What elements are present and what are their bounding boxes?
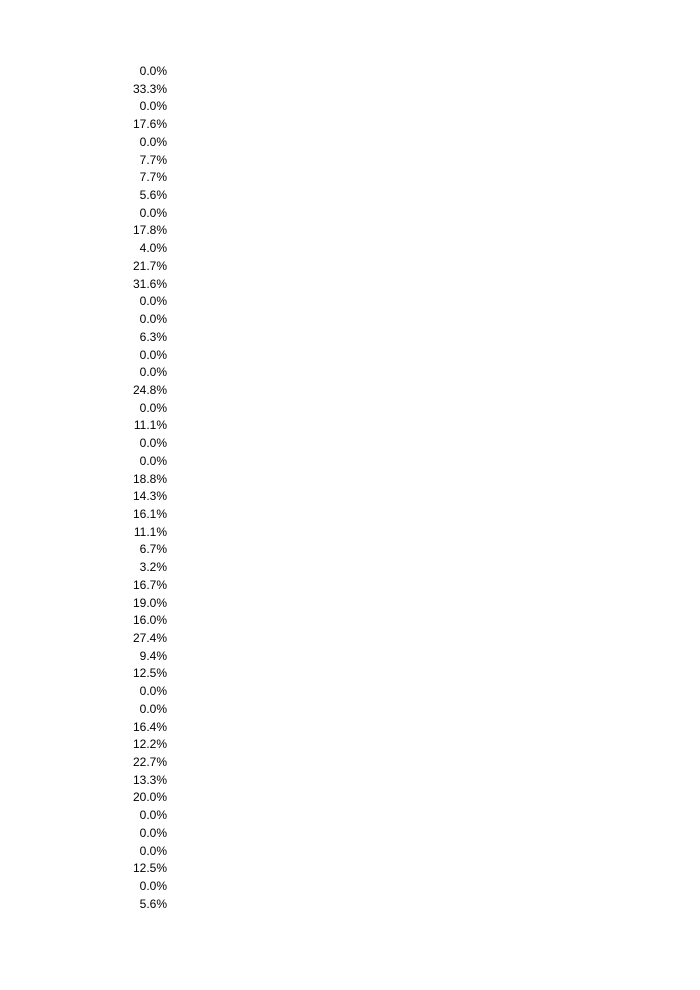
percentage-cell: 0.0% — [139, 99, 167, 114]
percentage-cell: 3.2% — [139, 560, 167, 575]
percentage-cell: 14.3% — [132, 489, 167, 504]
percentage-cell: 13.3% — [132, 772, 167, 787]
percentage-cell: 12.5% — [132, 861, 167, 876]
percentage-cell: 0.0% — [139, 843, 167, 858]
percentage-cell: 7.7% — [139, 152, 167, 167]
percentage-cell: 16.0% — [132, 613, 167, 628]
percentage-column — [100, 63, 167, 914]
percentage-cell: 16.7% — [132, 577, 167, 592]
percentage-cell: 31.6% — [132, 276, 167, 291]
percentage-cell: 21.7% — [132, 258, 167, 273]
percentage-cell: 0.0% — [139, 684, 167, 699]
percentage-cell: 33.3% — [132, 81, 167, 96]
percentage-cell: 18.8% — [132, 471, 167, 486]
percentage-cell: 0.0% — [139, 436, 167, 451]
percentage-cell: 0.0% — [139, 205, 167, 220]
percentage-cell: 6.3% — [139, 329, 167, 344]
percentage-cell: 4.0% — [139, 241, 167, 256]
percentage-cell: 16.1% — [132, 506, 167, 521]
percentage-cell: 6.7% — [139, 542, 167, 557]
percentage-cell: 7.7% — [139, 170, 167, 185]
percentage-cell: 5.6% — [139, 188, 167, 203]
percentage-cell: 0.0% — [139, 294, 167, 309]
percentage-cell: 20.0% — [132, 790, 167, 805]
percentage-cell: 19.0% — [132, 595, 167, 610]
percentage-cell: 0.0% — [139, 312, 167, 327]
percentage-cell: 12.2% — [132, 737, 167, 752]
percentage-cell: 0.0% — [139, 365, 167, 380]
percentage-cell: 16.4% — [132, 719, 167, 734]
percentage-cell: 22.7% — [132, 755, 167, 770]
percentage-cell: 12.5% — [132, 666, 167, 681]
percentage-cell: 0.0% — [139, 400, 167, 415]
percentage-cell: 5.6% — [139, 896, 167, 911]
percentage-cell: 0.0% — [139, 879, 167, 894]
percentage-cell: 17.8% — [132, 223, 167, 238]
percentage-cell: 24.8% — [132, 382, 167, 397]
percentage-cell: 11.1% — [133, 418, 167, 433]
percentage-cell: 0.0% — [139, 453, 167, 468]
percentage-cell: 0.0% — [139, 701, 167, 716]
percentage-cell: 27.4% — [132, 631, 167, 645]
percentage-cell: 0.0% — [139, 134, 167, 149]
percentage-cell: 0.0% — [139, 808, 167, 823]
percentage-cell: 0.0% — [139, 347, 167, 362]
percentage-cell: 11.1% — [133, 524, 167, 539]
percentage-cell: 0.0% — [139, 825, 167, 840]
percentage-cell: 0.0% — [139, 64, 167, 78]
percentage-cell: 17.6% — [132, 117, 167, 132]
percentage-cell: 9.4% — [139, 648, 167, 663]
